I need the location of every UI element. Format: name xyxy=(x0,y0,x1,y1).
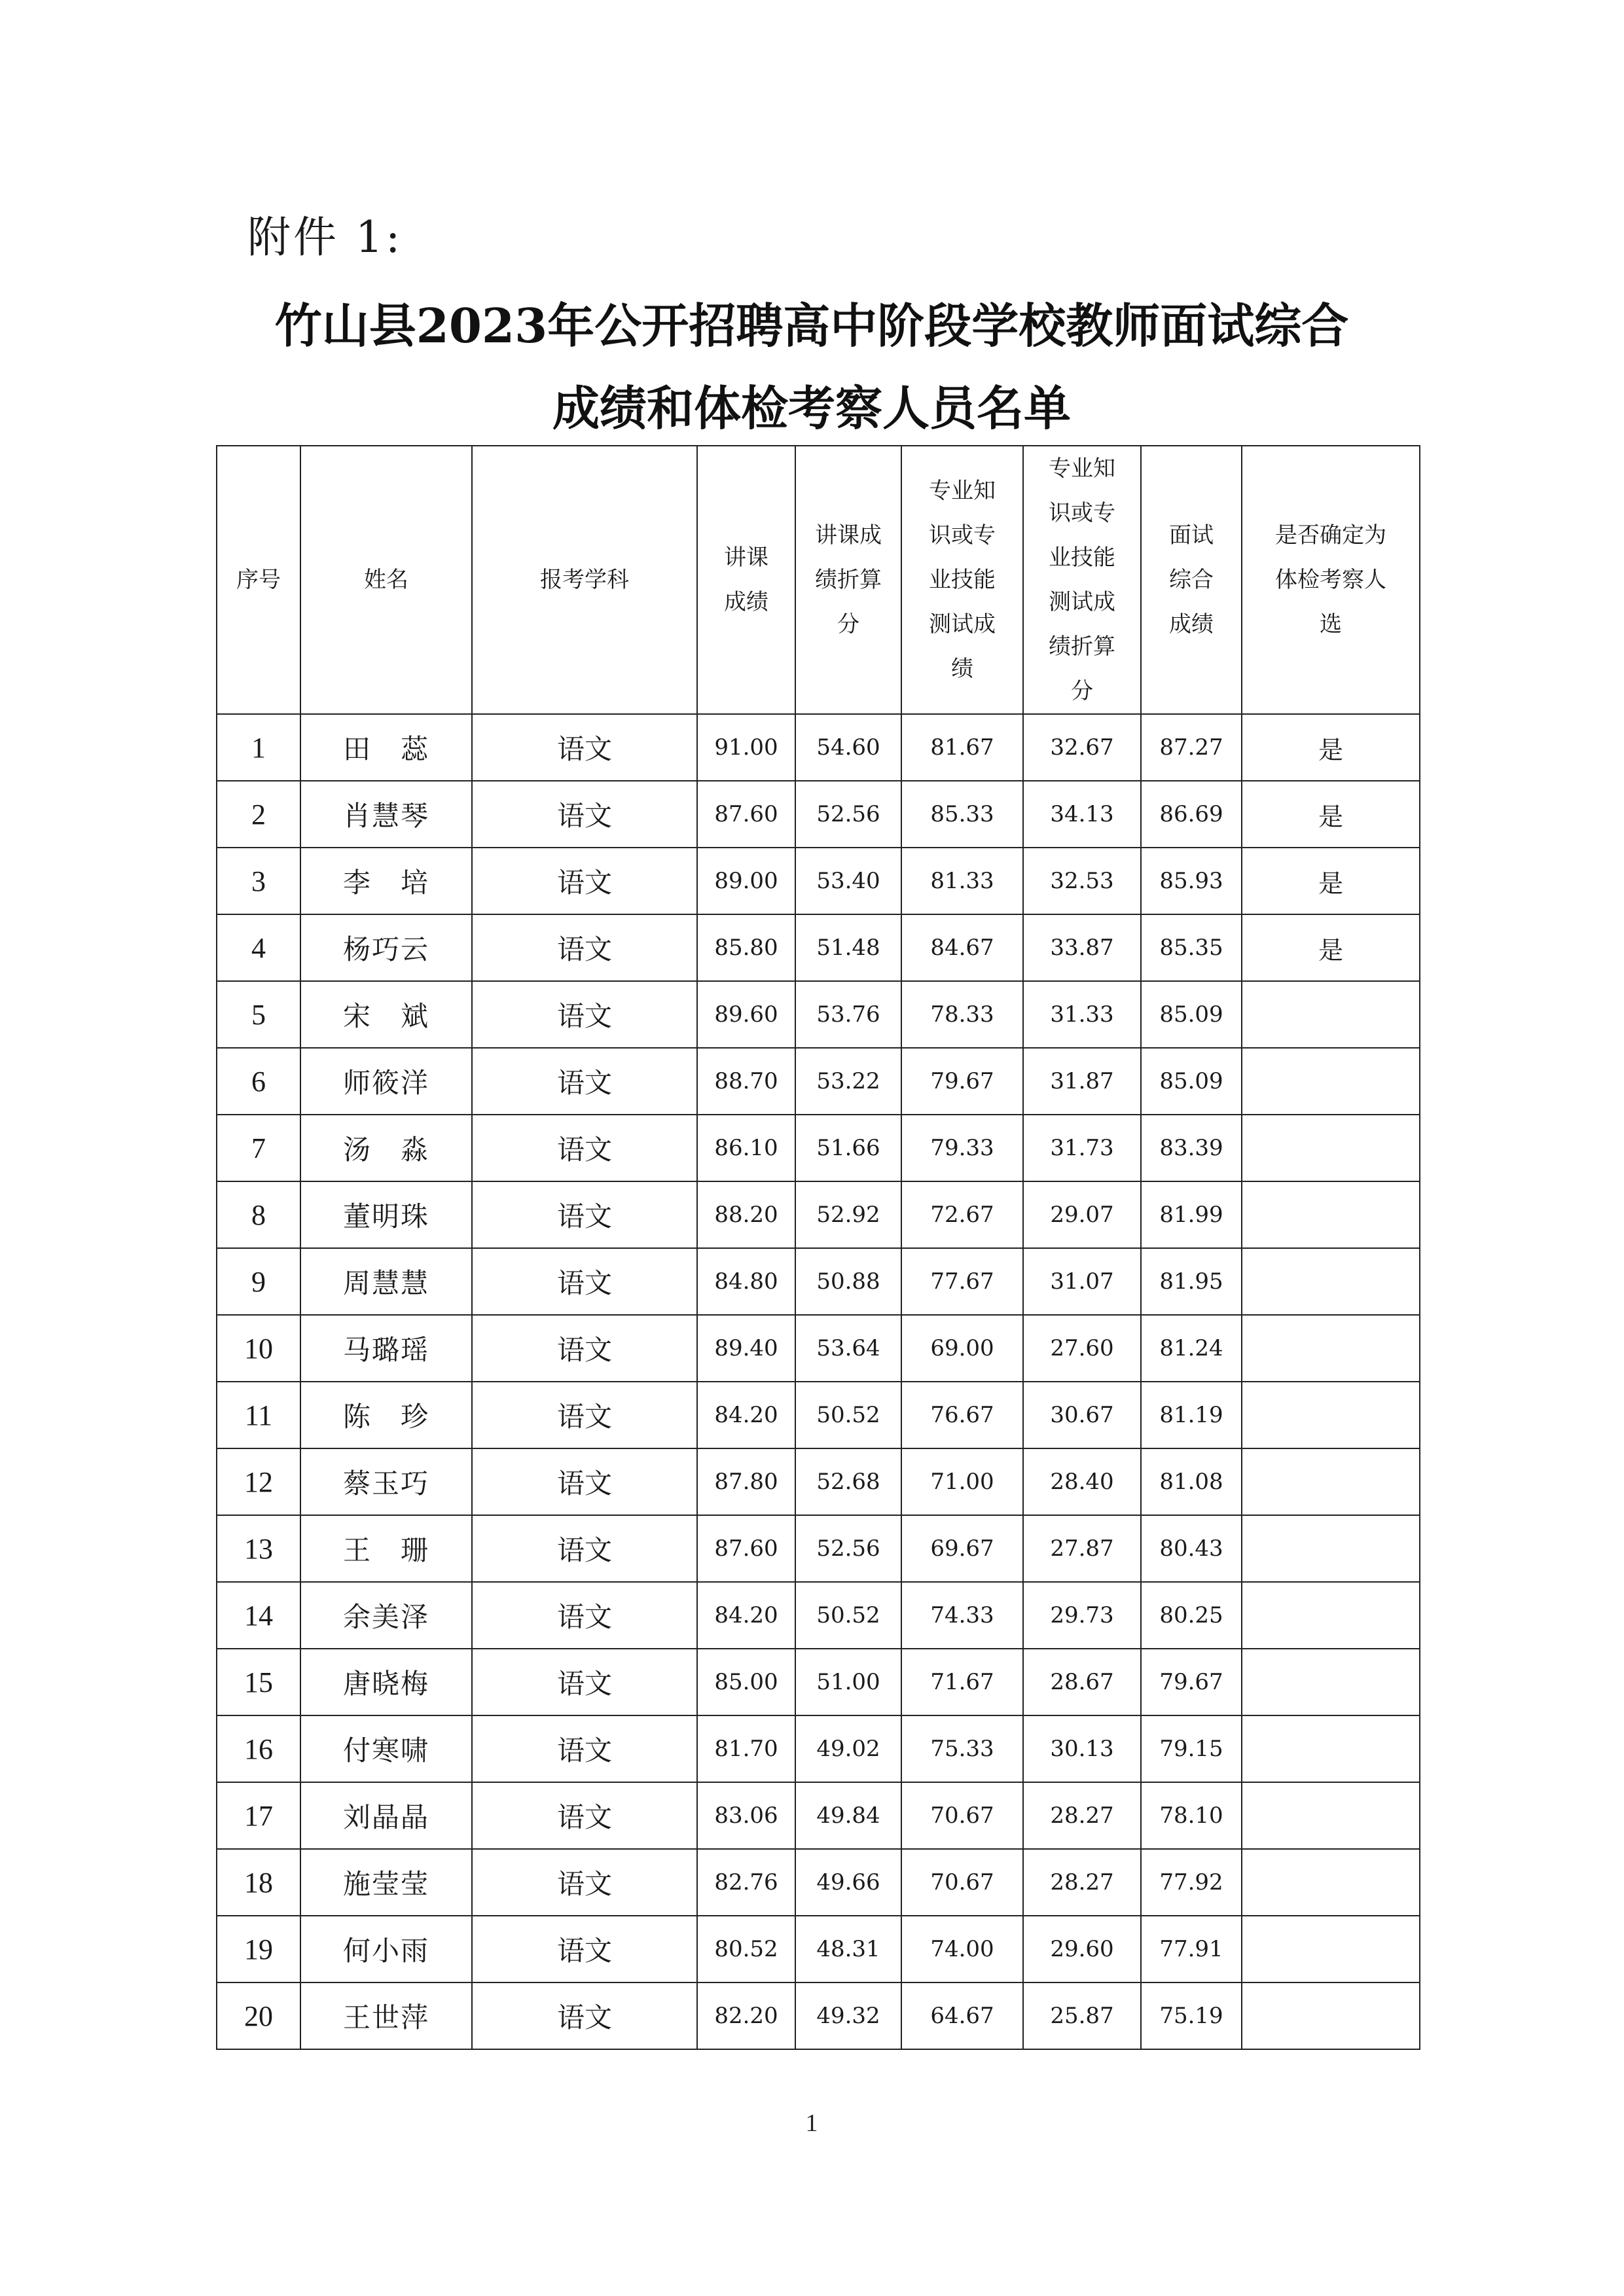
cell-skill-weighted: 31.73 xyxy=(1023,1115,1141,1181)
cell-seq: 3 xyxy=(217,848,300,914)
cell-skill-weighted: 28.40 xyxy=(1023,1448,1141,1515)
header-seq: 序号 xyxy=(217,446,300,714)
cell-selected: 是 xyxy=(1242,848,1420,914)
cell-skill-weighted: 28.27 xyxy=(1023,1782,1141,1849)
table-row xyxy=(217,981,1420,1048)
cell-selected xyxy=(1242,1515,1420,1582)
cell-skill-score: 71.00 xyxy=(901,1448,1023,1515)
cell-lecture-weighted: 53.76 xyxy=(795,981,901,1048)
header-selected: 是否确定为 体检考察人 选 xyxy=(1242,446,1420,714)
cell-skill-score: 70.67 xyxy=(901,1782,1023,1849)
page-number: 1 xyxy=(805,2109,818,2137)
cell-selected xyxy=(1242,1849,1420,1916)
cell-lecture-weighted: 50.88 xyxy=(795,1248,901,1315)
cell-skill-weighted: 27.60 xyxy=(1023,1315,1141,1382)
cell-name: 肖慧琴 xyxy=(300,781,472,848)
cell-skill-weighted: 31.07 xyxy=(1023,1248,1141,1315)
cell-lecture-score: 80.52 xyxy=(697,1916,795,1982)
cell-lecture-weighted: 49.84 xyxy=(795,1782,901,1849)
cell-interview-total: 81.99 xyxy=(1141,1181,1242,1248)
cell-name: 何小雨 xyxy=(300,1916,472,1982)
cell-skill-weighted: 29.60 xyxy=(1023,1916,1141,1982)
cell-lecture-weighted: 52.56 xyxy=(795,1515,901,1582)
cell-lecture-score: 82.20 xyxy=(697,1982,795,2049)
cell-skill-score: 77.67 xyxy=(901,1248,1023,1315)
document-title-line-2: 成绩和体检考察人员名单 xyxy=(552,380,1071,436)
cell-skill-score: 72.67 xyxy=(901,1181,1023,1248)
cell-selected xyxy=(1242,1916,1420,1982)
cell-name: 马璐瑶 xyxy=(300,1315,472,1382)
cell-skill-score: 79.33 xyxy=(901,1115,1023,1181)
cell-name: 余美泽 xyxy=(300,1582,472,1649)
cell-lecture-score: 84.20 xyxy=(697,1382,795,1448)
cell-selected: 是 xyxy=(1242,714,1420,781)
cell-interview-total: 75.19 xyxy=(1141,1982,1242,2049)
cell-skill-weighted: 25.87 xyxy=(1023,1982,1141,2049)
cell-skill-weighted: 34.13 xyxy=(1023,781,1141,848)
cell-lecture-weighted: 50.52 xyxy=(795,1382,901,1448)
cell-interview-total: 77.91 xyxy=(1141,1916,1242,1982)
cell-lecture-weighted: 51.48 xyxy=(795,914,901,981)
cell-skill-weighted: 31.87 xyxy=(1023,1048,1141,1115)
cell-skill-weighted: 28.27 xyxy=(1023,1849,1141,1916)
table-row xyxy=(217,1382,1420,1448)
cell-selected xyxy=(1242,1248,1420,1315)
cell-name: 付寒啸 xyxy=(300,1715,472,1782)
table-row xyxy=(217,1849,1420,1916)
cell-skill-weighted: 30.67 xyxy=(1023,1382,1141,1448)
cell-seq: 5 xyxy=(217,981,300,1048)
cell-selected: 是 xyxy=(1242,914,1420,981)
cell-subject: 语文 xyxy=(472,1515,697,1582)
cell-name: 汤 淼 xyxy=(300,1115,472,1181)
table-row xyxy=(217,914,1420,981)
cell-skill-score: 81.67 xyxy=(901,714,1023,781)
cell-interview-total: 85.09 xyxy=(1141,981,1242,1048)
cell-lecture-score: 87.80 xyxy=(697,1448,795,1515)
table-row xyxy=(217,1715,1420,1782)
cell-skill-weighted: 29.73 xyxy=(1023,1582,1141,1649)
cell-subject: 语文 xyxy=(472,1048,697,1115)
cell-name: 杨巧云 xyxy=(300,914,472,981)
cell-skill-weighted: 29.07 xyxy=(1023,1181,1141,1248)
cell-seq: 18 xyxy=(217,1849,300,1916)
cell-subject: 语文 xyxy=(472,1115,697,1181)
cell-name: 蔡玉巧 xyxy=(300,1448,472,1515)
cell-subject: 语文 xyxy=(472,1382,697,1448)
results-table xyxy=(216,445,1420,2050)
cell-skill-weighted: 32.53 xyxy=(1023,848,1141,914)
table-body xyxy=(217,714,1420,2049)
cell-subject: 语文 xyxy=(472,848,697,914)
table-row xyxy=(217,1248,1420,1315)
cell-skill-score: 70.67 xyxy=(901,1849,1023,1916)
cell-subject: 语文 xyxy=(472,1582,697,1649)
table-row xyxy=(217,1515,1420,1582)
header-skill-weighted: 专业知 识或专 业技能 测试成 绩折算 分 xyxy=(1023,446,1141,714)
cell-selected xyxy=(1242,1582,1420,1649)
cell-lecture-score: 89.60 xyxy=(697,981,795,1048)
cell-selected xyxy=(1242,1315,1420,1382)
cell-subject: 语文 xyxy=(472,1315,697,1382)
cell-lecture-weighted: 48.31 xyxy=(795,1916,901,1982)
cell-interview-total: 85.93 xyxy=(1141,848,1242,914)
cell-lecture-weighted: 52.68 xyxy=(795,1448,901,1515)
cell-selected xyxy=(1242,1181,1420,1248)
cell-skill-weighted: 33.87 xyxy=(1023,914,1141,981)
cell-name: 宋 斌 xyxy=(300,981,472,1048)
cell-subject: 语文 xyxy=(472,1916,697,1982)
cell-skill-score: 74.33 xyxy=(901,1582,1023,1649)
cell-subject: 语文 xyxy=(472,1715,697,1782)
cell-selected xyxy=(1242,1982,1420,2049)
cell-selected xyxy=(1242,1715,1420,1782)
cell-selected xyxy=(1242,1048,1420,1115)
cell-lecture-score: 82.76 xyxy=(697,1849,795,1916)
cell-subject: 语文 xyxy=(472,1181,697,1248)
cell-name: 田 蕊 xyxy=(300,714,472,781)
cell-seq: 13 xyxy=(217,1515,300,1582)
cell-interview-total: 81.19 xyxy=(1141,1382,1242,1448)
cell-lecture-score: 89.40 xyxy=(697,1315,795,1382)
cell-seq: 11 xyxy=(217,1382,300,1448)
cell-name: 王 珊 xyxy=(300,1515,472,1582)
cell-lecture-score: 83.06 xyxy=(697,1782,795,1849)
cell-lecture-score: 89.00 xyxy=(697,848,795,914)
cell-seq: 14 xyxy=(217,1582,300,1649)
cell-lecture-score: 86.10 xyxy=(697,1115,795,1181)
cell-skill-score: 79.67 xyxy=(901,1048,1023,1115)
cell-interview-total: 85.35 xyxy=(1141,914,1242,981)
cell-skill-score: 81.33 xyxy=(901,848,1023,914)
cell-seq: 20 xyxy=(217,1982,300,2049)
cell-lecture-score: 91.00 xyxy=(697,714,795,781)
cell-subject: 语文 xyxy=(472,981,697,1048)
table-row xyxy=(217,1448,1420,1515)
cell-lecture-score: 87.60 xyxy=(697,1515,795,1582)
cell-subject: 语文 xyxy=(472,1448,697,1515)
cell-lecture-weighted: 49.32 xyxy=(795,1982,901,2049)
cell-selected: 是 xyxy=(1242,781,1420,848)
cell-lecture-score: 85.80 xyxy=(697,914,795,981)
cell-skill-weighted: 27.87 xyxy=(1023,1515,1141,1582)
cell-name: 施莹莹 xyxy=(300,1849,472,1916)
cell-name: 王世萍 xyxy=(300,1982,472,2049)
table-row xyxy=(217,781,1420,848)
cell-lecture-score: 88.20 xyxy=(697,1181,795,1248)
cell-skill-weighted: 28.67 xyxy=(1023,1649,1141,1715)
cell-lecture-weighted: 53.40 xyxy=(795,848,901,914)
cell-seq: 1 xyxy=(217,714,300,781)
cell-subject: 语文 xyxy=(472,1782,697,1849)
cell-skill-score: 71.67 xyxy=(901,1649,1023,1715)
cell-interview-total: 80.25 xyxy=(1141,1582,1242,1649)
table-row xyxy=(217,1582,1420,1649)
cell-lecture-weighted: 51.66 xyxy=(795,1115,901,1181)
table-row xyxy=(217,1782,1420,1849)
cell-name: 师筱洋 xyxy=(300,1048,472,1115)
table-header-row xyxy=(217,446,1420,714)
cell-seq: 7 xyxy=(217,1115,300,1181)
table-row xyxy=(217,1315,1420,1382)
attachment-label: 附件 1: xyxy=(247,212,403,262)
cell-seq: 19 xyxy=(217,1916,300,1982)
cell-seq: 17 xyxy=(217,1782,300,1849)
table-row xyxy=(217,1181,1420,1248)
cell-name: 董明珠 xyxy=(300,1181,472,1248)
cell-interview-total: 85.09 xyxy=(1141,1048,1242,1115)
header-skill-score: 专业知 识或专 业技能 测试成 绩 xyxy=(901,446,1023,714)
cell-seq: 16 xyxy=(217,1715,300,1782)
cell-name: 陈 珍 xyxy=(300,1382,472,1448)
cell-name: 李 培 xyxy=(300,848,472,914)
cell-skill-score: 64.67 xyxy=(901,1982,1023,2049)
cell-selected xyxy=(1242,981,1420,1048)
cell-skill-weighted: 30.13 xyxy=(1023,1715,1141,1782)
table-row xyxy=(217,1982,1420,2049)
cell-skill-weighted: 32.67 xyxy=(1023,714,1141,781)
cell-lecture-score: 84.20 xyxy=(697,1582,795,1649)
cell-interview-total: 81.08 xyxy=(1141,1448,1242,1515)
header-lecture-weighted: 讲课成 绩折算 分 xyxy=(795,446,901,714)
cell-subject: 语文 xyxy=(472,714,697,781)
cell-lecture-weighted: 49.02 xyxy=(795,1715,901,1782)
cell-name: 周慧慧 xyxy=(300,1248,472,1315)
table-row xyxy=(217,1048,1420,1115)
cell-seq: 12 xyxy=(217,1448,300,1515)
cell-subject: 语文 xyxy=(472,781,697,848)
cell-seq: 2 xyxy=(217,781,300,848)
cell-selected xyxy=(1242,1782,1420,1849)
cell-interview-total: 79.15 xyxy=(1141,1715,1242,1782)
cell-interview-total: 81.24 xyxy=(1141,1315,1242,1382)
cell-name: 唐晓梅 xyxy=(300,1649,472,1715)
cell-seq: 8 xyxy=(217,1181,300,1248)
cell-subject: 语文 xyxy=(472,1649,697,1715)
cell-interview-total: 87.27 xyxy=(1141,714,1242,781)
cell-subject: 语文 xyxy=(472,1849,697,1916)
cell-skill-score: 69.00 xyxy=(901,1315,1023,1382)
cell-interview-total: 77.92 xyxy=(1141,1849,1242,1916)
cell-seq: 15 xyxy=(217,1649,300,1715)
cell-lecture-weighted: 54.60 xyxy=(795,714,901,781)
cell-lecture-score: 84.80 xyxy=(697,1248,795,1315)
cell-skill-score: 75.33 xyxy=(901,1715,1023,1782)
cell-subject: 语文 xyxy=(472,1248,697,1315)
cell-seq: 6 xyxy=(217,1048,300,1115)
table-row xyxy=(217,1916,1420,1982)
cell-skill-score: 78.33 xyxy=(901,981,1023,1048)
cell-skill-weighted: 31.33 xyxy=(1023,981,1141,1048)
cell-skill-score: 84.67 xyxy=(901,914,1023,981)
cell-seq: 4 xyxy=(217,914,300,981)
cell-skill-score: 85.33 xyxy=(901,781,1023,848)
cell-lecture-weighted: 51.00 xyxy=(795,1649,901,1715)
cell-lecture-weighted: 53.22 xyxy=(795,1048,901,1115)
cell-interview-total: 81.95 xyxy=(1141,1248,1242,1315)
cell-selected xyxy=(1242,1649,1420,1715)
cell-lecture-weighted: 53.64 xyxy=(795,1315,901,1382)
cell-skill-score: 76.67 xyxy=(901,1382,1023,1448)
table-row xyxy=(217,1649,1420,1715)
document-title-line-1: 竹山县2023年公开招聘高中阶段学校教师面试综合 xyxy=(274,298,1349,353)
cell-lecture-weighted: 50.52 xyxy=(795,1582,901,1649)
cell-seq: 10 xyxy=(217,1315,300,1382)
cell-subject: 语文 xyxy=(472,1982,697,2049)
cell-lecture-score: 85.00 xyxy=(697,1649,795,1715)
cell-interview-total: 78.10 xyxy=(1141,1782,1242,1849)
cell-lecture-score: 88.70 xyxy=(697,1048,795,1115)
header-interview-total: 面试 综合 成绩 xyxy=(1141,446,1242,714)
header-name: 姓名 xyxy=(300,446,472,714)
cell-lecture-score: 81.70 xyxy=(697,1715,795,1782)
cell-lecture-weighted: 49.66 xyxy=(795,1849,901,1916)
cell-seq: 9 xyxy=(217,1248,300,1315)
header-subject: 报考学科 xyxy=(472,446,697,714)
cell-selected xyxy=(1242,1382,1420,1448)
cell-skill-score: 69.67 xyxy=(901,1515,1023,1582)
cell-interview-total: 86.69 xyxy=(1141,781,1242,848)
table-row xyxy=(217,714,1420,781)
cell-lecture-score: 87.60 xyxy=(697,781,795,848)
cell-selected xyxy=(1242,1448,1420,1515)
table-row xyxy=(217,848,1420,914)
cell-skill-score: 74.00 xyxy=(901,1916,1023,1982)
cell-subject: 语文 xyxy=(472,914,697,981)
cell-lecture-weighted: 52.56 xyxy=(795,781,901,848)
cell-interview-total: 83.39 xyxy=(1141,1115,1242,1181)
cell-interview-total: 79.67 xyxy=(1141,1649,1242,1715)
cell-interview-total: 80.43 xyxy=(1141,1515,1242,1582)
cell-lecture-weighted: 52.92 xyxy=(795,1181,901,1248)
cell-name: 刘晶晶 xyxy=(300,1782,472,1849)
header-lecture-score: 讲课 成绩 xyxy=(697,446,795,714)
table-row xyxy=(217,1115,1420,1181)
cell-selected xyxy=(1242,1115,1420,1181)
